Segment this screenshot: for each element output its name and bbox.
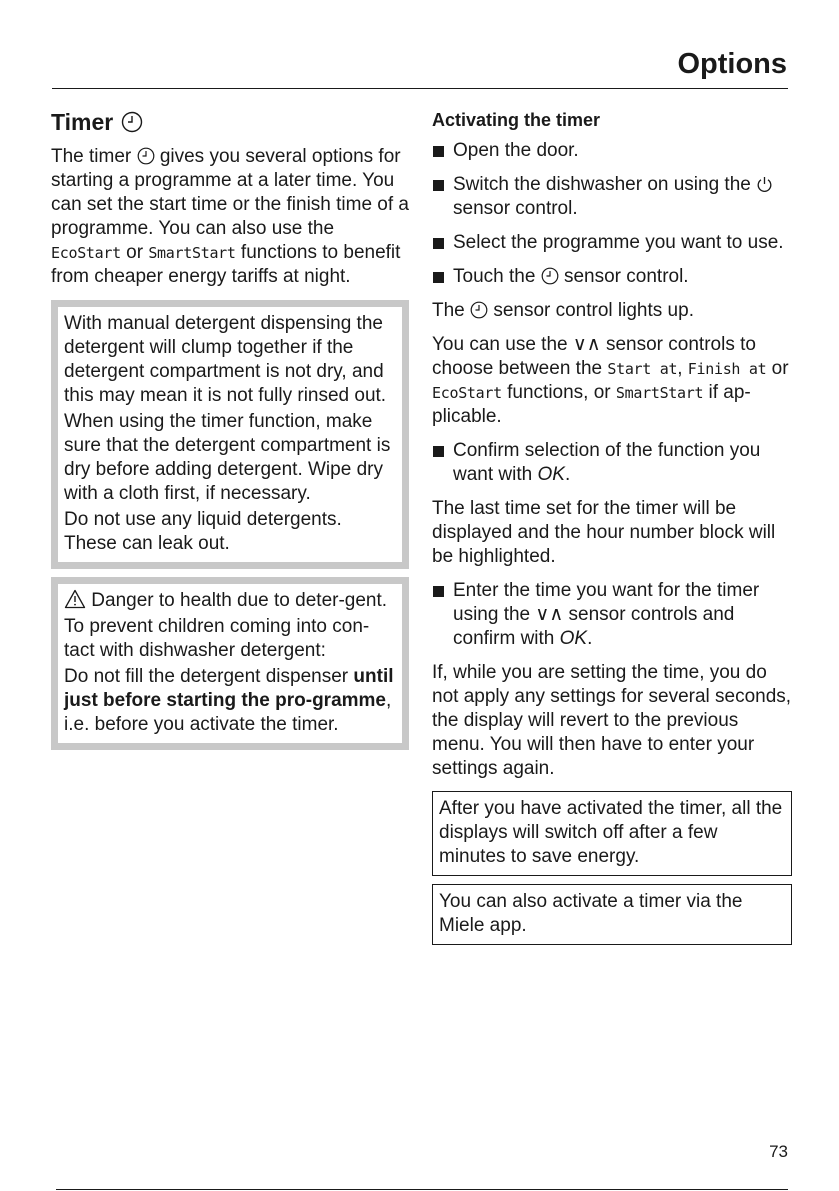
list-item: Enter the time you want for the timer using the ∨∧ sensor controls and confirm with OK. [432,579,792,651]
clock-icon [121,111,143,133]
bullet-square-icon [433,272,444,283]
warning-box [51,577,409,750]
arrow-keys-icon: ∨∧ [572,334,601,355]
clock-icon [137,147,155,165]
left-column [51,108,409,750]
info-text: With manual detergent dispensing the detergent will clump together if the detergent compartment is not dry, and this may mean it is not fully rinsed out. [64,313,387,406]
note-text: You can also activate a timer via the Miele app. [439,891,743,936]
page-number: 73 [769,1142,788,1161]
info-text: Do not use any liquid detergents. These can leak out. [64,509,342,554]
bullet-square-icon [433,146,444,157]
warning-triangle-icon [64,589,86,609]
clock-icon [541,267,559,285]
right-column [432,108,792,945]
note-text: After you have activated the timer, all the displays will switch off after a few minutes to save energy. [439,798,783,867]
list-item: Confirm selection of the function you want with OK. [432,439,792,487]
bullet-square-icon [433,586,444,597]
bullet-square-icon [433,238,444,249]
function-choice-text: You can use the ∨∧ sensor controls to choose between the Start at, Finish at or EcoStart functions, or SmartStart if ap-plicable. [432,334,789,427]
note-box [432,791,792,876]
bullet-square-icon [433,446,444,457]
activating-timer-heading: Activating the timer [432,110,601,130]
warning-text: Do not fill the detergent dispenser until just before starting the pro-gramme, i.e. before you activate the timer. [64,666,394,735]
list-item: Touch the sensor control. [432,265,792,289]
footer-divider [56,1189,788,1190]
note-box [432,884,792,945]
info-text: When using the timer function, make sure that the detergent compartment is dry before adding detergent. Wipe dry with a cloth first, if necessary. [64,411,391,504]
header-divider [52,88,788,89]
timer-light-text: The sensor control lights up. [432,300,694,321]
info-box [51,300,409,569]
timer-heading [51,108,409,136]
last-time-text: The last time set for the timer will be displayed and the hour number block will be highlighted. [432,498,776,567]
warning-text: To prevent children coming into con-tact with dishwasher detergent: [64,616,370,661]
page-title: Options [677,48,787,80]
list-item: Switch the dishwasher on using the sensor control. [432,173,792,221]
bullet-square-icon [433,180,444,191]
timer-heading-text: Timer [51,109,114,135]
revert-text: If, while you are setting the time, you do not apply any settings for several seconds, the display will revert to the previous menu. You will then have to enter your settings again. [432,662,792,779]
arrow-keys-icon: ∨∧ [535,604,564,625]
list-item: Select the programme you want to use. [432,231,792,255]
warning-title: Danger to health due to deter-gent. [64,589,396,613]
power-icon [756,176,773,193]
timer-intro: The timer gives you several options for starting a programme at a later time. You can set the start time or the finish time of a programme. You can also use the EcoStart or SmartStart functions to benefit from cheaper energy tariffs at night. [51,146,409,287]
list-item: Open the door. [432,139,792,163]
clock-icon [470,301,488,319]
